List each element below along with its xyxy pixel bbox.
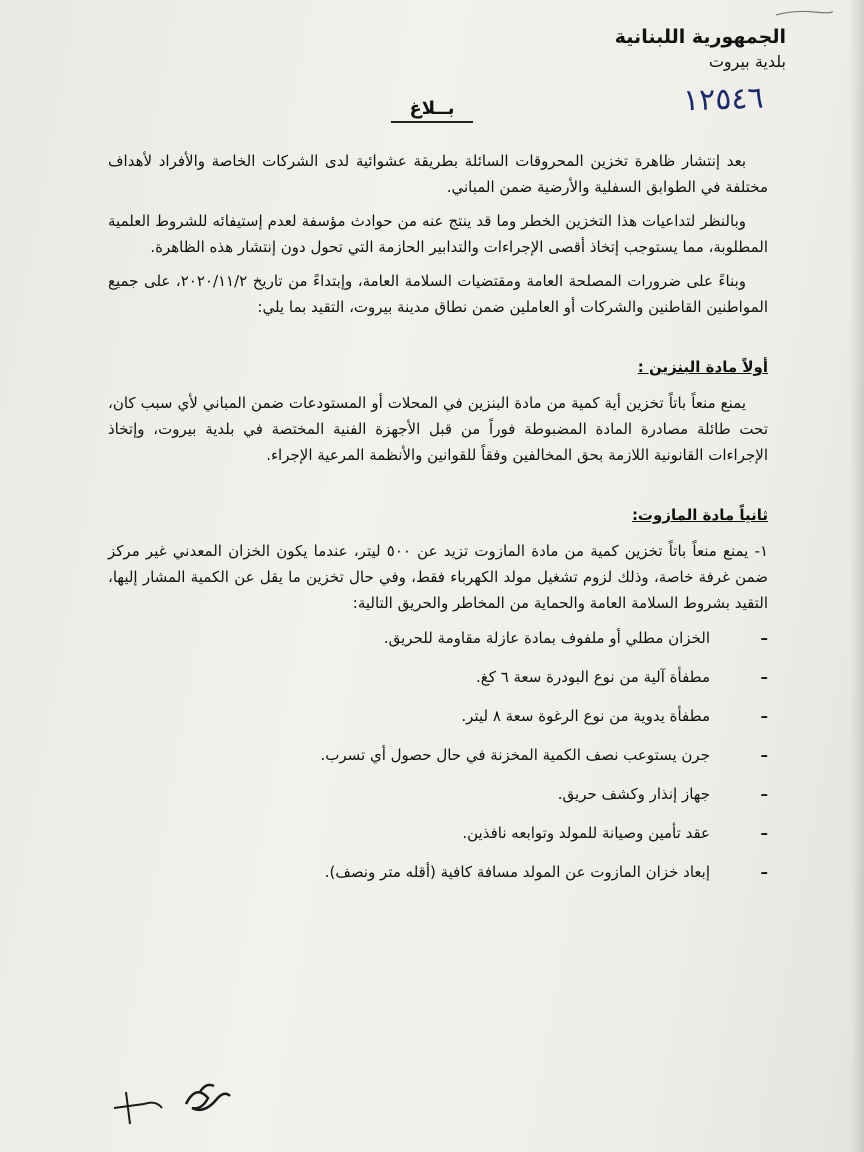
list-item: – عقد تأمين وصيانة للمولد وتوابعه نافذين. [108, 819, 768, 847]
republic-name: الجمهورية اللبنانية [614, 26, 786, 48]
municipality-name: بلدية بيروت [708, 52, 786, 71]
notice-title [0, 98, 864, 119]
pen-stroke-mark [774, 6, 834, 20]
safety-requirements-list [108, 624, 768, 886]
notice-body [108, 148, 768, 897]
intro-paragraph-2: وبالنظر لتداعيات هذا التخزين الخطر وما قد ينتج عنه من حوادث مؤسفة لعدم إستيفائه للشروط العلمية المطلوبة، مما يستوجب إتخاذ أقصى الإجراءات والتدابير الحازمة التي تحول دون إنتشار هذه الظاهرة. [108, 212, 768, 256]
list-item: – جرن يستوعب نصف الكمية المخزنة في حال حصول أي تسرب. [108, 741, 768, 769]
section-diesel-text: ١- يمنع منعاً باتاً تخزين كمية من مادة المازوت تزيد عن ٥٠٠ ليتر، عندما يكون الخزان المعدني غير مركز ضمن غرفة خاصة، وذلك لزوم تشغيل مولد الكهرباء فقط، وفي حال تخزين ما يقل عن الكمية المشار إليها، التقيد بشروط السلامة العامة والحماية من المخاطر والحريق التالية: [108, 542, 768, 612]
section-gasoline-text: يمنع منعاً باتاً تخزين أية كمية من مادة البنزين في المحلات أو المستودعات ضمن المباني لأي سبب كان، تحت طائلة مصادرة المادة المضبوطة فوراً من قبل الأجهزة الفنية المختصة في بلدية بيروت، وإتخاذ الإجراءات القانونية اللازمة بحق المخالفين وفقاً للقوانين والأنظمة المرعية الإجراء. [108, 394, 768, 464]
handwritten-reference-number: ١٢٥٤٦ [682, 80, 765, 119]
list-item: – جهاز إنذار وكشف حريق. [108, 780, 768, 808]
section-diesel-heading: ثانياً مادة المازوت: [631, 506, 768, 524]
section-gasoline-heading: أولاً مادة البنزين : [637, 358, 768, 376]
list-item: – مطفأة آلية من نوع البودرة سعة ٦ كغ. [108, 663, 768, 691]
page-edge-shadow [850, 0, 864, 1152]
letterhead [615, 26, 786, 71]
notice-title-text: بــلاغ [391, 98, 472, 123]
intro-paragraph-1: بعد إنتشار ظاهرة تخزين المحروقات السائلة بطريقة عشوائية لدى الشركات الخاصة والأفراد لأهداف مختلفة في الطوابق السفلية والأرضية ضمن المباني. [108, 152, 768, 196]
list-item: – الخزان مطلي أو ملفوف بمادة عازلة مقاومة للحريق. [108, 624, 768, 652]
intro-paragraph-3: وبناءً على ضرورات المصلحة العامة ومقتضيات السلامة العامة، وإبتداءً من تاريخ ٢٠٢٠/١١/٢، على جميع المواطنين القاطنين والشركات أو العاملين ضمن نطاق مدينة بيروت، التقيد بما يلي: [108, 272, 768, 316]
handwritten-signatures [104, 1074, 254, 1134]
list-item: – إبعاد خزان المازوت عن المولد مسافة كافية (أقله متر ونصف). [108, 858, 768, 886]
list-item: – مطفأة يدوية من نوع الرغوة سعة ٨ ليتر. [108, 702, 768, 730]
